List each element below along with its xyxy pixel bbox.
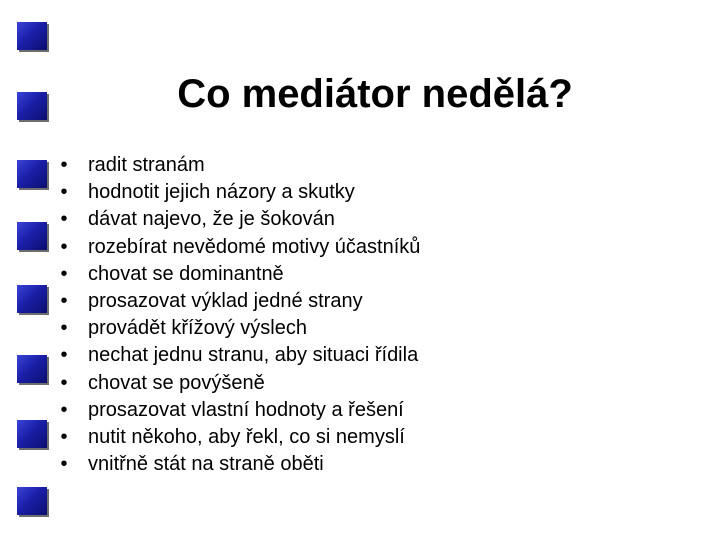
bullet-marker: • [60, 208, 68, 231]
bullet-text: rozebírat nevědomé motivy účastníků [88, 235, 421, 258]
bullet-marker: • [60, 426, 68, 449]
decorative-square-strip [0, 0, 60, 540]
bullet-marker: • [60, 290, 68, 313]
bullet-text: nechat jednu stranu, aby situaci řídila [88, 344, 419, 367]
bullet-text: hodnotit jejich názory a skutky [88, 181, 355, 204]
bullet-marker: • [60, 235, 68, 258]
bullet-text: provádět křížový výslech [88, 317, 307, 340]
bullet-list [56, 152, 420, 478]
bullet-marker: • [60, 262, 68, 285]
bullet-item [56, 370, 420, 397]
bullet-text: vnitřně stát na straně oběti [88, 453, 324, 476]
bullet-item [56, 424, 420, 451]
slide-title: Co mediátor nedělá? [177, 72, 573, 116]
bullet-item [56, 342, 420, 369]
decorative-square [17, 22, 47, 50]
bullet-item [56, 152, 420, 179]
decorative-square [17, 285, 47, 313]
bullet-marker: • [60, 181, 68, 204]
bullet-marker: • [60, 398, 68, 421]
decorative-square [17, 420, 47, 448]
bullet-marker: • [60, 317, 68, 340]
bullet-item [56, 451, 420, 478]
bullet-item [56, 261, 420, 288]
bullet-marker: • [60, 154, 68, 176]
bullet-marker: • [60, 344, 68, 367]
decorative-square [17, 92, 47, 120]
decorative-square [17, 355, 47, 383]
bullet-text: radit stranám [88, 154, 205, 176]
bullet-text: chovat se povýšeně [88, 371, 265, 394]
bullet-item [56, 315, 420, 342]
bullet-item [56, 179, 420, 206]
bullet-text: chovat se dominantně [88, 262, 284, 285]
bullet-item [56, 234, 420, 261]
bullet-text: prosazovat výklad jedné strany [88, 290, 363, 313]
decorative-square [17, 160, 47, 188]
decorative-square [17, 222, 47, 250]
bullet-marker: • [60, 453, 68, 476]
bullet-item [56, 206, 420, 233]
bullet-text: nutit někoho, aby řekl, co si nemyslí [88, 426, 405, 449]
bullet-item [56, 397, 420, 424]
bullet-text: dávat najevo, že je šokován [88, 208, 335, 231]
bullet-item [56, 288, 420, 315]
bullet-text: prosazovat vlastní hodnoty a řešení [88, 398, 404, 421]
bullet-marker: • [60, 371, 68, 394]
decorative-square [17, 487, 47, 515]
